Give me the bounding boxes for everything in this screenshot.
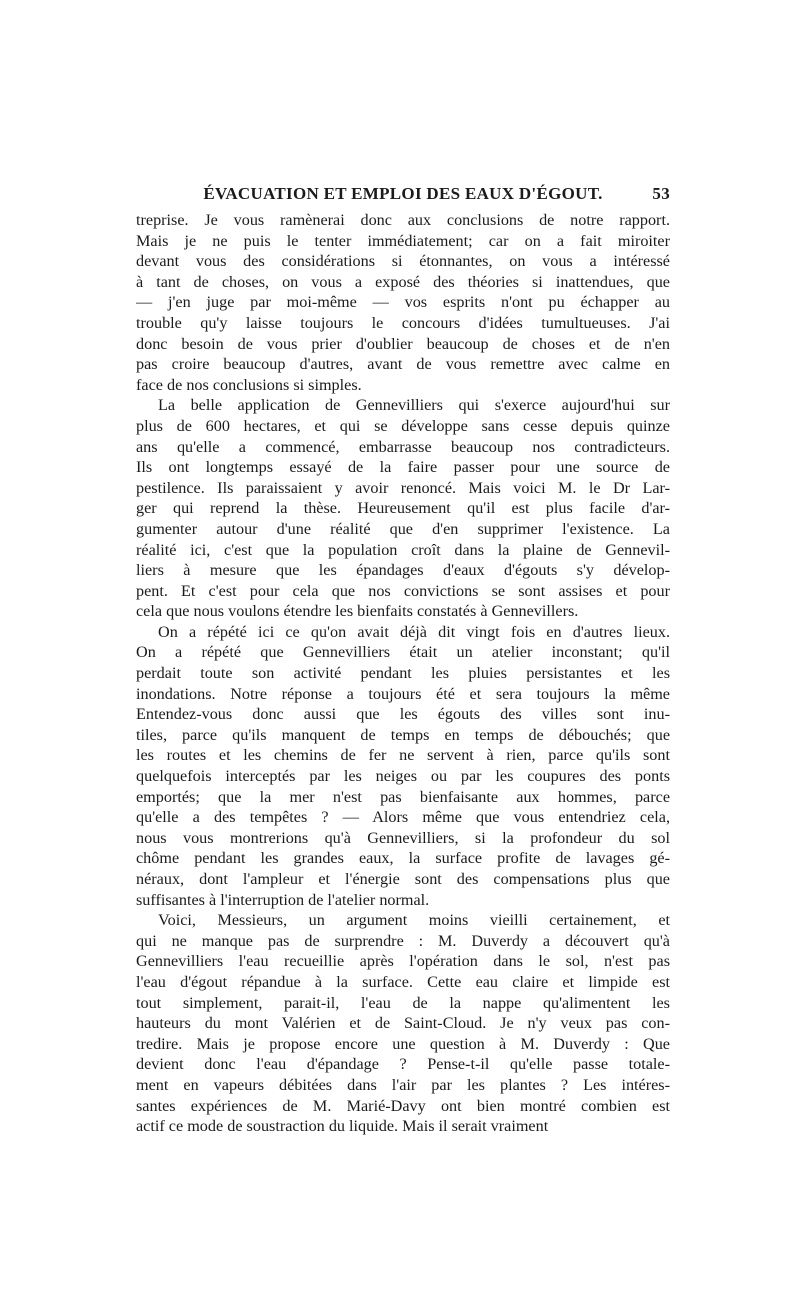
text-line: suffisantes à l'interruption de l'atelier normal.	[136, 890, 430, 909]
text-line: l'eau d'égout répandue à la surface. Cette eau claire et limpide est	[136, 972, 670, 991]
running-head	[136, 180, 670, 210]
text-line: réalité ici, c'est que la population croît dans la plaine de Gennevil-	[136, 540, 670, 559]
text-line: — j'en juge par moi-même — vos esprits n'ont pu échapper au	[136, 293, 670, 312]
text-line: pent. Et c'est pour cela que nos convictions se sont assises et pour	[136, 581, 670, 600]
text-line: pas croire beaucoup d'autres, avant de vous remettre avec calme en	[136, 355, 670, 374]
text-line: Voici, Messieurs, un argument moins vieilli certainement, et	[158, 911, 670, 930]
text-line: On a répété que Gennevilliers était un atelier inconstant; qu'il	[136, 643, 670, 662]
text-line: hauteurs du mont Valérien et de Saint-Cloud. Je n'y veux pas con-	[136, 1014, 670, 1033]
text-line: Mais je ne puis le tenter immédiatement; car on a fait miroiter	[136, 231, 670, 250]
text-line: devient donc l'eau d'épandage ? Pense-t-il qu'elle passe totale-	[136, 1055, 670, 1074]
book-page	[136, 180, 670, 1137]
text-line: Ils ont longtemps essayé de la faire passer pour une source de	[136, 458, 670, 477]
text-line: pestilence. Ils paraissaient y avoir renoncé. Mais voici M. le Dr Lar-	[136, 478, 670, 497]
running-title: ÉVACUATION ET EMPLOI DES EAUX D'ÉGOUT.	[203, 184, 603, 203]
text-line: On a répété ici ce qu'on avait déjà dit vingt fois en d'autres lieux.	[158, 622, 670, 641]
text-line: plus de 600 hectares, et qui se développe sans cesse depuis quinze	[136, 416, 670, 435]
text-line: à tant de choses, on vous a exposé des théories si inattendues, que	[136, 272, 670, 291]
paragraph	[136, 210, 670, 395]
text-line: actif ce mode de soustraction du liquide. Mais il serait vraiment	[136, 1117, 549, 1136]
text-line: perdait toute son activité pendant les pluies persistantes et les	[136, 664, 670, 683]
text-line: La belle application de Gennevilliers qui s'exerce aujourd'hui sur	[158, 396, 670, 415]
text-line: devant vous des considérations si étonnantes, on vous a intéressé	[136, 252, 670, 271]
text-line: cela que nous voulons étendre les bienfaits constatés à Gennevillers.	[136, 602, 579, 621]
text-line: qu'elle a des tempêtes ? — Alors même que vous entendriez cela,	[136, 808, 670, 827]
text-line: donc besoin de vous prier d'oublier beaucoup de choses et de n'en	[136, 334, 670, 353]
paragraph	[136, 622, 670, 910]
text-line: tout simplement, parait-il, l'eau de la nappe qu'alimentent les	[136, 993, 670, 1012]
text-line: inondations. Notre réponse a toujours été et sera toujours la même	[136, 684, 670, 703]
text-line: qui ne manque pas de surprendre : M. Duverdy a découvert qu'à	[136, 931, 670, 950]
text-line: ment en vapeurs débitées dans l'air par les plantes ? Les intéres-	[136, 1075, 670, 1094]
text-line: ger qui reprend la thèse. Heureusement qu'il est plus facile d'ar-	[136, 499, 670, 518]
text-line: santes expériences de M. Marié-Davy ont bien montré combien est	[136, 1096, 670, 1115]
page-number: 53	[652, 184, 670, 203]
text-line: treprise. Je vous ramènerai donc aux conclusions de notre rapport.	[136, 211, 670, 229]
text-line: tiles, parce qu'ils manquent de temps en temps de débouchés; que	[136, 725, 670, 744]
text-line: quelquefois interceptés par les neiges ou par les coupures des ponts	[136, 767, 670, 786]
text-line: gumenter autour d'une réalité que d'en supprimer l'existence. La	[136, 519, 670, 538]
text-line: Gennevilliers l'eau recueillie après l'opération dans le sol, n'est pas	[136, 952, 670, 971]
paragraph	[136, 910, 670, 1137]
text-line: néraux, dont l'ampleur et l'énergie sont des compensations plus que	[136, 870, 670, 888]
text-line: nous vous montrerions qu'à Gennevilliers, si la profondeur du sol	[136, 828, 670, 847]
text-line: les routes et les chemins de fer ne servent à rien, parce qu'ils sont	[136, 746, 670, 765]
body-text	[136, 210, 670, 1137]
text-line: emportés; que la mer n'est pas bienfaisante aux hommes, parce	[136, 787, 670, 806]
text-line: Entendez-vous donc aussi que les égouts des villes sont inu-	[136, 705, 670, 724]
text-line: tredire. Mais je propose encore une question à M. Duverdy : Que	[136, 1034, 670, 1053]
text-line: face de nos conclusions si simples.	[136, 375, 362, 394]
text-line: chôme pendant les grandes eaux, la surface profite de lavages gé-	[136, 849, 670, 868]
text-line: trouble qu'y laisse toujours le concours d'idées tumultueuses. J'ai	[136, 313, 670, 332]
paragraph	[136, 395, 670, 622]
text-line: liers à mesure que les épandages d'eaux d'égouts s'y dévelop-	[136, 561, 670, 580]
text-line: ans qu'elle a commencé, embarrasse beaucoup nos contradicteurs.	[136, 437, 670, 456]
